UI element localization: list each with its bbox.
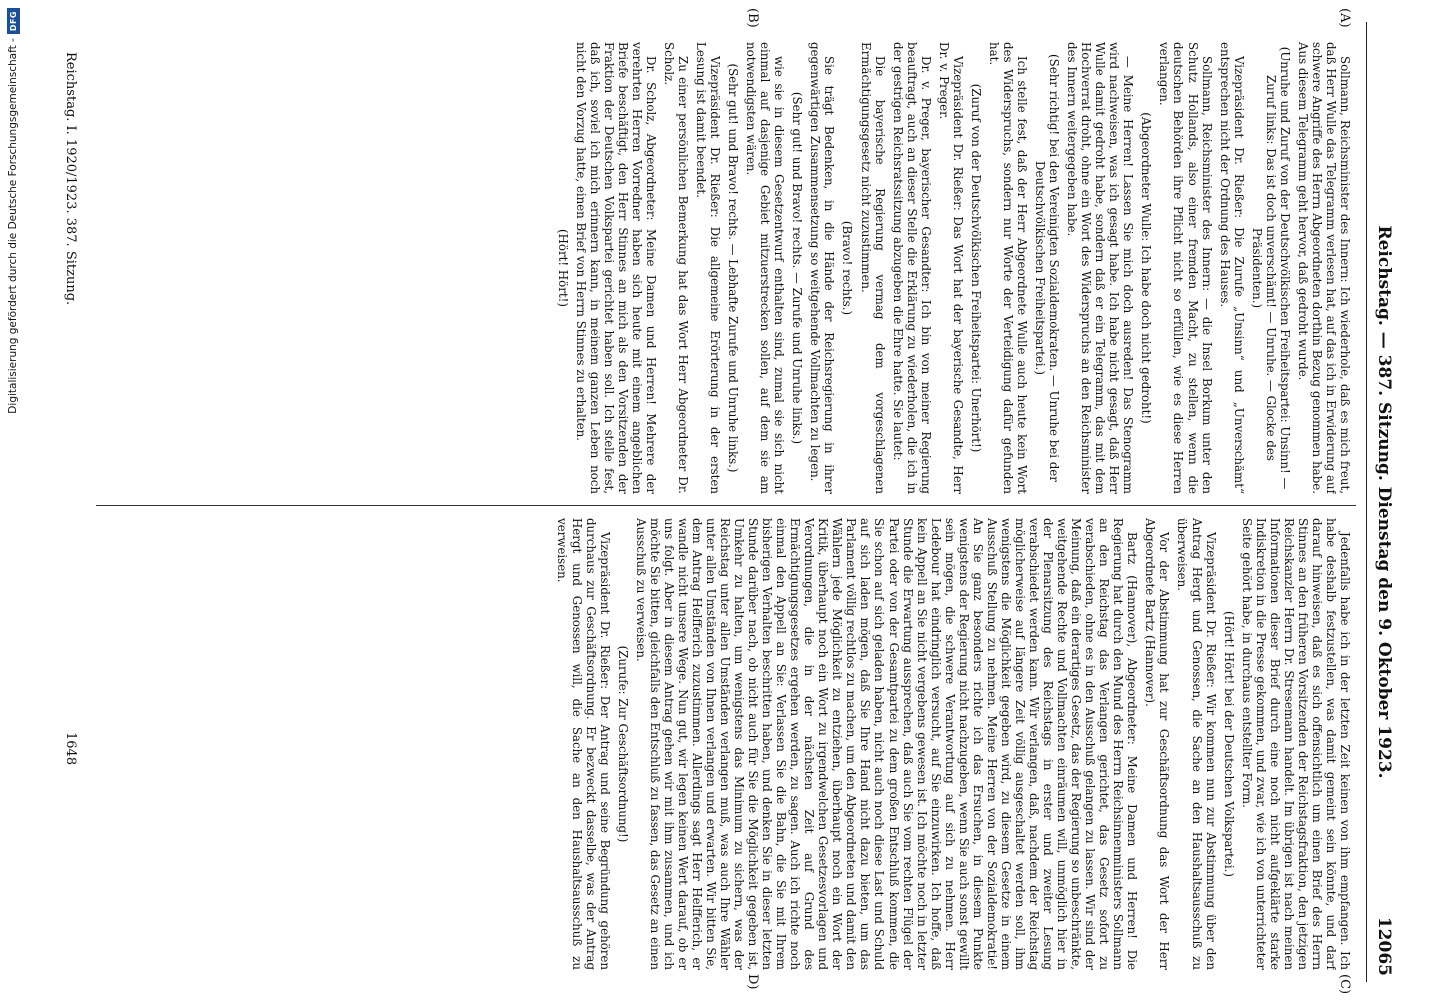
page-header xyxy=(1364,22,1400,982)
column-divider xyxy=(96,505,1356,506)
paragraph: wie sie in diesem Gesetzentwurf enthalten sind, zumal sie sich nicht einmal auf dasjenige Gebiet mitzuerstrecken sollen, auf dem sie am notwendigsten wären. xyxy=(744,42,787,494)
paragraph: Zu einer persönlichen Bemerkung hat das Wort Herr Abgeordneter Dr. Scholz. xyxy=(661,42,691,494)
interjection: (Unruhe und Zuruf von der Deutschvölkischen Freiheitspartei: Unsinn! — Zuruf links: Das ist doch unverschämt! — Unruhe. — Glocke des Präsidenten.) xyxy=(1249,46,1292,490)
paragraph: Sollmann, Reichsminister des Innern: — die Insel Borkum unter den Schutz Hollands, also einer fremden Macht, zu stellen, wenn die deutschen Behörden ihre Pflicht nicht so erfüllen, wie es diese Herren verlangen. xyxy=(1157,42,1214,494)
paragraph: Die bayerische Regierung vermag dem vorgeschlagenen Ermächtigungsgesetz nicht zuzustimmen. xyxy=(858,42,887,494)
paragraph: Ich stelle fest, daß der Herr Abgeordnete Wulle auch heute kein Wort des Widerspruchs, sondern nur Worte der Verteidigung dafür gefunden hat. xyxy=(986,42,1030,494)
interjection: (Hört! Hört! bei der Deutschen Volkspartei.) xyxy=(1221,610,1236,878)
newspaper-page xyxy=(34,8,1400,995)
page-footer xyxy=(52,22,82,982)
paragraph: Bartz (Hannover), Abgeordneter: Meine Damen und Herren! Die Regierung hat durch den Mund des Herrn Reichsinnenministers Sollmann an den Reichstag das Verlangen gerichtet, das Gesetz sofort zu verabschieden, ohne es in den Ausschuß gelangen zu lassen. Wir sind der Meinung, daß ein derartiges Gesetz, das der Regierung so unbeschränkte, weitgehende Rechte und Vollmachten einräumen will, unmöglich hier in der Plenarsitzung des Reichstags in erster und zweiter Lesung verabschiedet werden kann. Wir verlangen, daß, nachdem der Reichstag möglicherweise auf längere Zeit völlig ausgeschaltet werden soll, ihm wenigstens die Möglichkeit gegeben wird, zu diesem Gesetze in einem Ausschuß Stellung zu nehmen. Meine Herren von der Sozialdemokratie! An Sie ganz besonders richte ich das Ersuchen, in diesem Punkte wenigstens der Regierung nicht nachzugeben, wenn Sie auch sonst gewillt sein mögen, die schwere Verantwortung auf sich zu nehmen. Herr Ledebour hat eindringlich versucht, auf Sie einzuwirken. Ich hoffe, daß kein Appell an Sie nicht vergebens gewesen ist. Ich möchte noch in letzter Stunde die Erwartung aussprechen, daß auch Sie vom rechten Flügel der Partei oder von der Gesamtpartei zu dem großen Entschluß kommen, die Sie schon auf sich geladen haben, nicht auch noch diese Last und Schuld auf sich laden mögen, daß Sie Ihre Hand nicht dazu bieten, um das Parlament völlig rechtlos zu machen, um den Abgeordneten und damit den Wählern jede Möglichkeit zu entziehen, überhaupt noch ein Wort der Kritik, überhaupt noch ein Wort zu irgendwelchen Gesetzesvorlagen und Verordnungen, die in der nächsten Zeit auf Grund des Ermächtigungsgesetzes ergehen werden, zu sagen. Auch ich richte noch einmal den Appell an Sie: Verlassen Sie die Bahn, die Sie mit Ihrem bisherigen Verhalten beschritten haben, und denken Sie in dieser letzten Stunde darüber nach, ob nicht auch für Sie die Möglichkeit gegeben ist, Umkehr zu halten, um wenigstens das Minimum zu sichern, was der Reichstag unter allen Umständen verlangen muß, was auch Ihre Wähler unter allen Umständen von Ihnen verlangen und erwarten. Wir bitten Sie, dem Antrag Helfferich zuzustimmen. Allerdings sagt Herr Helfferich, er wandle nicht unsere Wege. Nun gut, wir legen keinen Wert darauf, ob er uns folgt. Aber in diesem Antrag gehen wir mit ihm zusammen, und ich möchte Sie bitten, gleichfalls den Entschluß zu fassen, das Gesetz an einen Ausschuß zu verweisen. xyxy=(633,518,1140,970)
interjection: (Zurufe: Zur Geschäftsordnung!) xyxy=(615,645,630,843)
left-column xyxy=(97,42,1352,494)
margin-mark-c: (C) xyxy=(1337,974,1352,995)
paragraph: Dr. Scholz, Abgeordneter: Meine Damen und Herren! Mehrere der verehrten Herren Vorredner haben sich heute mit einem angeblichen Briefe beschäftigt, den Herr Stinnes an mich als den Vorsitzenden der Fraktion der Deutschen Volkspartei gerichtet haben soll. Ich stelle fest, daß ich, soviel ich mich erinnern kann, in meinem ganzen Leben noch nicht den Vorzug hatte, einen Brief von Herrn Stinnes zu erhalten. xyxy=(573,42,658,494)
digitization-note xyxy=(4,0,22,1000)
interjection: (Sehr gut! und Bravo! rechts. — Zurufe und Unruhe links.) xyxy=(790,91,805,445)
right-column xyxy=(97,518,1352,970)
paragraph: Vizepräsident Dr. Rießer: Die allgemeine Erörterung in der ersten Lesung ist damit beendet. xyxy=(694,42,723,494)
interjection: (Bravo! rechts.) xyxy=(840,220,855,316)
paragraph: Dr. v. Preger, bayerischer Gesandter: Ich bin von meiner Regierung beauftragt, auch an dieser Stelle die Erklärung zu wiederholen, die ich in der gestrigen Reichsratssitzung abzugeben die Ehre hatte. Sie lautet: xyxy=(890,42,933,494)
interjection: (Abgeordneter Wulle: Ich habe doch nicht gedroht!) xyxy=(1139,112,1154,424)
interjection: (Sehr gut! und Bravo! rechts. — Lebhafte Zurufe und Unruhe links.) xyxy=(726,63,741,473)
header-rule xyxy=(1366,22,1367,982)
paragraph: Jedenfalls habe ich in der letzten Zeit keinen von ihm empfangen. Ich habe deshalb festzustellen, was damit gemeint sein könnte, und darf darauf hinweisen, daß es sich offensichtlich um einen Brief des Herrn Stinnes an den früheren Vorsitzenden der Reichstagsfraktion, den jetzigen Reichskanzler Herrn Dr. Stresemann handelt. Im übrigen ist nach meinen Informationen dieser Brief durch eine noch nicht aufgeklärte starke Indiskretion in die Presse gekommen, und zwar, wie ich von unterrichteter Seite gehört habe, in durchaus entstellter Form. xyxy=(1239,518,1352,970)
header-page-number: 12065 xyxy=(1374,916,1394,976)
paragraph: Vor der Abstimmung hat zur Geschäftsordnung das Wort der Herr Abgeordnete Bartz (Hannover). xyxy=(1143,518,1172,970)
paragraph: Vizepräsident Dr. Rießer: Das Wort hat der bayerische Gesandte, Herr Dr. v. Preger. xyxy=(936,42,965,494)
paragraph: Sollmann, Reichsminister des Innern: Ich wiederhole, daß es mich freut, daß Herr Wulle das Telegramm verlesen hat, auf das ich in Erwiderung auf schwere Angriffe des Herrn Abgeordneten dorthin Bezug genommen habe. Aus diesem Telegramm geht hervor, daß gedroht wurde. xyxy=(1295,42,1352,494)
paragraph: — Meine Herren! Lassen Sie mich doch ausreden! Das Stenogramm wird nachweisen, was ich gesagt habe. Ich habe nicht gesagt, daß Herr Wulle damit gedroht habe, sondern daß er ein Telegramm, das mit dem Hochverrat droht, ohne ein Wort des Widerspruchs an den Reichsminister des Innern weitergegeben habe. xyxy=(1065,42,1136,494)
interjection: (Hört! Hört!) xyxy=(555,229,570,307)
interjection: (Zuruf von der Deutschvölkischen Freiheitspartei: Unerhört!) xyxy=(968,83,983,453)
paragraph: Vizepräsident Dr. Rießer: Wir kommen nun zur Abstimmung über den Antrag Hergt und Genossen, die Sache an den Haushaltsausschuß zu überweisen. xyxy=(1175,518,1218,970)
header-title: Reichstag. — 387. Sitzung. Dienstag den 9. Oktober 1923. xyxy=(1374,225,1394,779)
paragraph: Sie trägt Bedenken, in die Hände der Reichsregierung in ihrer gegenwärtigen Zusammensetzung so weitgehende Vollmachten zu legen. xyxy=(808,42,837,494)
paragraph: Vizepräsident Dr. Rießer: Der Antrag und seine Begründung gehören durchaus zur Geschäftsordnung. Er bezweckt dasselbe, was der Antrag Hergt und Genossen will, die Sache an den Haushaltsausschuß zu verweisen. xyxy=(555,518,612,970)
interjection: (Sehr richtig! bei den Vereinigten Sozialdemokraten. — Unruhe bei der Deutschvölkischen Freiheitspartei.) xyxy=(1033,54,1062,482)
paragraph: Vizepräsident Dr. Rießer: Die Zurufe „Unsinn“ und „Unverschämt“ entsprechen nicht der Ordnung des Hauses. xyxy=(1217,42,1246,494)
footer-citation: Reichstag. I. 1920/1923. 387. Sitzung. xyxy=(63,52,78,306)
margin-mark-b: (B) xyxy=(745,8,760,28)
footer-page-number: 1648 xyxy=(63,732,78,766)
digitization-text: Digitalisierung gefördert durch die Deutsche Forschungsgemeinschaft - xyxy=(7,38,19,414)
dfg-logo: DFG xyxy=(7,8,20,34)
margin-mark-a: (A) xyxy=(1337,8,1352,28)
margin-mark-d: D) xyxy=(745,974,760,990)
